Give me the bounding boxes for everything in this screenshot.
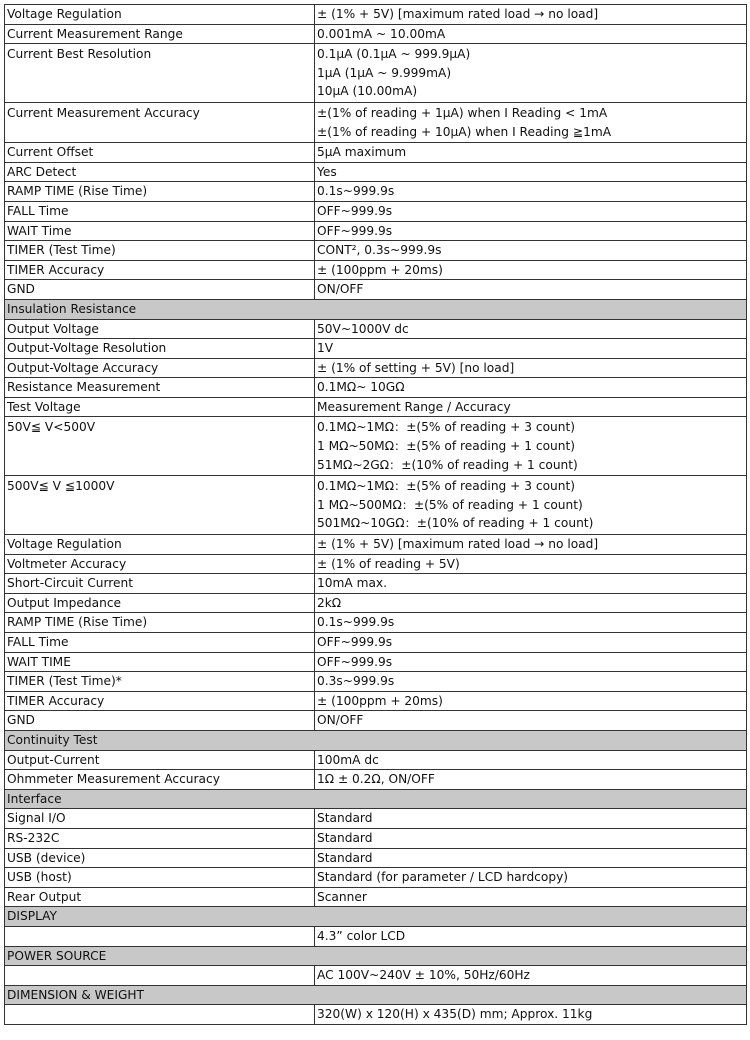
spec-value <box>315 535 747 555</box>
spec-row <box>5 887 747 907</box>
spec-value-line: 0.1MΩ~1MΩ：±(5% of reading + 3 count) <box>317 479 576 494</box>
spec-row <box>5 926 747 946</box>
spec-value <box>315 633 747 653</box>
spec-label <box>5 1005 315 1025</box>
spec-value <box>315 574 747 594</box>
spec-value-line: 0.1µA (0.1µA ~ 999.9µA) <box>317 47 471 62</box>
spec-label: Test Voltage <box>5 397 315 417</box>
spec-value-line: 1µA (1µA ~ 9.999mA) <box>317 65 452 80</box>
section-header-row <box>5 789 747 809</box>
spec-row <box>5 633 747 653</box>
spec-value <box>315 770 747 790</box>
spec-value <box>315 260 747 280</box>
spec-value-line: Measurement Range / Accuracy <box>317 399 511 414</box>
spec-value-line: OFF~999.9s <box>317 654 393 669</box>
spec-value-line: ± (1% of setting + 5V) [no load] <box>317 360 515 375</box>
spec-value-line: ± (100ppm + 20ms) <box>317 693 443 708</box>
spec-row <box>5 476 747 535</box>
spec-label: GND <box>5 711 315 731</box>
spec-value-line: 1 MΩ~50MΩ：±(5% of reading + 1 count) <box>317 439 576 454</box>
spec-row <box>5 319 747 339</box>
spec-value <box>315 828 747 848</box>
spec-row <box>5 809 747 829</box>
section-title: POWER SOURCE <box>5 946 747 966</box>
spec-value-line: 50V~1000V dc <box>317 321 409 336</box>
spec-value-line: 0.001mA ~ 10.00mA <box>317 26 446 41</box>
spec-label: Output-Current <box>5 750 315 770</box>
spec-label <box>5 966 315 986</box>
spec-value <box>315 221 747 241</box>
section-title: DIMENSION & WEIGHT <box>5 985 747 1005</box>
spec-value <box>315 926 747 946</box>
spec-value <box>315 848 747 868</box>
spec-label: USB (device) <box>5 848 315 868</box>
spec-row <box>5 848 747 868</box>
spec-value <box>315 554 747 574</box>
spec-row <box>5 417 747 476</box>
spec-row <box>5 966 747 986</box>
spec-value-line: OFF~999.9s <box>317 635 393 649</box>
spec-value <box>315 182 747 202</box>
spec-label: Output-Voltage Accuracy <box>5 358 315 378</box>
spec-value <box>315 24 747 44</box>
spec-value-line: Standard (for parameter / LCD hardcopy) <box>317 870 569 885</box>
spec-row <box>5 44 747 103</box>
spec-value <box>315 417 747 476</box>
spec-row <box>5 554 747 574</box>
section-header-row <box>5 730 747 750</box>
spec-label: Ohmmeter Measurement Accuracy <box>5 770 315 790</box>
spec-value-line: ± (1% of reading + 5V) <box>317 556 460 571</box>
spec-value-line: ON/OFF <box>317 713 364 728</box>
spec-row <box>5 397 747 417</box>
spec-value-line: ±(1% of reading + 10µA) when I Reading ≧1mA <box>317 124 612 139</box>
spec-label: Output Impedance <box>5 593 315 613</box>
spec-value-line: 1Ω ± 0.2Ω, ON/OFF <box>317 772 435 787</box>
spec-value-line: ± (100ppm + 20ms) <box>317 262 443 277</box>
section-header-row <box>5 907 747 927</box>
spec-value-line: 10µA (10.00mA) <box>317 84 418 99</box>
spec-value-line: 0.1s~999.9s <box>317 184 395 199</box>
spec-value-line: ± (1% + 5V) [maximum rated load → no load] <box>317 7 599 21</box>
spec-row <box>5 613 747 633</box>
spec-label: Output Voltage <box>5 319 315 339</box>
section-title: Continuity Test <box>5 730 747 750</box>
spec-value-line: 1V <box>317 341 334 356</box>
spec-label: RAMP TIME (Rise Time) <box>5 613 315 633</box>
section-title: DISPLAY <box>5 907 747 927</box>
spec-row <box>5 5 747 25</box>
spec-label: FALL Time <box>5 201 315 221</box>
spec-value-line: 0.1MΩ~1MΩ：±(5% of reading + 3 count) <box>317 420 576 435</box>
spec-label: Rear Output <box>5 887 315 907</box>
spec-row <box>5 280 747 300</box>
section-header-row <box>5 946 747 966</box>
spec-value-line: Yes <box>317 164 337 179</box>
spec-value-line: 0.1MΩ~ 10GΩ <box>317 380 405 395</box>
spec-label: TIMER Accuracy <box>5 260 315 280</box>
spec-label: Output-Voltage Resolution <box>5 339 315 359</box>
spec-label: Current Best Resolution <box>5 44 315 103</box>
spec-row <box>5 358 747 378</box>
spec-label: 500V≦ V ≦1000V <box>5 476 315 535</box>
spec-value-line: Standard <box>317 850 373 865</box>
spec-label: GND <box>5 280 315 300</box>
spec-value <box>315 868 747 888</box>
spec-value-line: 0.3s~999.9s <box>317 674 395 689</box>
spec-row <box>5 182 747 202</box>
spec-label: WAIT TIME <box>5 652 315 672</box>
spec-value <box>315 44 747 103</box>
spec-value <box>315 966 747 986</box>
spec-row <box>5 102 747 142</box>
spec-row <box>5 378 747 398</box>
spec-label: Resistance Measurement <box>5 378 315 398</box>
spec-label <box>5 926 315 946</box>
spec-label: 50V≦ V<500V <box>5 417 315 476</box>
spec-label: WAIT Time <box>5 221 315 241</box>
spec-value <box>315 691 747 711</box>
spec-value <box>315 358 747 378</box>
spec-value <box>315 750 747 770</box>
spec-label: TIMER Accuracy <box>5 691 315 711</box>
spec-row <box>5 770 747 790</box>
spec-value <box>315 241 747 261</box>
spec-value-line: 320(W) x 120(H) x 435(D) mm; Approx. 11kg <box>317 1007 593 1022</box>
spec-label: Signal I/O <box>5 809 315 829</box>
spec-label: Voltmeter Accuracy <box>5 554 315 574</box>
spec-value-line: 10mA max. <box>317 576 388 591</box>
spec-label: Current Measurement Range <box>5 24 315 44</box>
spec-value <box>315 1005 747 1025</box>
spec-value <box>315 397 747 417</box>
spec-row <box>5 1005 747 1025</box>
spec-value <box>315 593 747 613</box>
spec-table <box>4 4 747 1025</box>
spec-value-line: 1 MΩ~500MΩ：±(5% of reading + 1 count) <box>317 497 583 512</box>
spec-row <box>5 868 747 888</box>
spec-row <box>5 221 747 241</box>
section-header-row <box>5 985 747 1005</box>
spec-row <box>5 162 747 182</box>
spec-value <box>315 809 747 829</box>
spec-row <box>5 260 747 280</box>
spec-value <box>315 652 747 672</box>
spec-row <box>5 691 747 711</box>
spec-label: Voltage Regulation <box>5 5 315 25</box>
spec-value-line: Scanner <box>317 889 367 904</box>
spec-value-line: AC 100V~240V ± 10%, 50Hz/60Hz <box>317 968 530 983</box>
spec-value-line: 5µA maximum <box>317 145 407 160</box>
spec-row <box>5 241 747 261</box>
spec-row <box>5 672 747 692</box>
spec-row <box>5 143 747 163</box>
spec-value-line: Standard <box>317 811 373 826</box>
spec-value <box>315 613 747 633</box>
spec-label: RAMP TIME (Rise Time) <box>5 182 315 202</box>
spec-row <box>5 535 747 555</box>
spec-value <box>315 711 747 731</box>
spec-value-line: ON/OFF <box>317 282 364 297</box>
spec-label: TIMER (Test Time) <box>5 241 315 261</box>
spec-value <box>315 887 747 907</box>
spec-label: Voltage Regulation <box>5 535 315 555</box>
spec-value <box>315 102 747 142</box>
spec-value <box>315 5 747 25</box>
spec-value <box>315 143 747 163</box>
spec-label: FALL Time <box>5 633 315 653</box>
spec-value <box>315 476 747 535</box>
spec-value-line: 100mA dc <box>317 752 379 767</box>
spec-row <box>5 711 747 731</box>
spec-value-line: 501MΩ~10GΩ：±(10% of reading + 1 count) <box>317 516 594 531</box>
spec-label: ARC Detect <box>5 162 315 182</box>
spec-label: Current Measurement Accuracy <box>5 102 315 142</box>
spec-label: TIMER (Test Time)* <box>5 672 315 692</box>
spec-row <box>5 201 747 221</box>
spec-value <box>315 378 747 398</box>
spec-value-line: OFF~999.9s <box>317 223 393 238</box>
spec-value-line: Standard <box>317 830 373 845</box>
spec-value-line: 4.3” color LCD <box>317 928 406 943</box>
spec-row <box>5 574 747 594</box>
section-title: Interface <box>5 789 747 809</box>
section-header-row <box>5 299 747 319</box>
spec-value <box>315 201 747 221</box>
spec-value <box>315 280 747 300</box>
spec-value <box>315 339 747 359</box>
spec-value-line: 2kΩ <box>317 595 342 610</box>
spec-value-line: 0.1s~999.9s <box>317 615 395 630</box>
section-title: Insulation Resistance <box>5 299 747 319</box>
spec-value-line: ± (1% + 5V) [maximum rated load → no load] <box>317 537 599 552</box>
spec-label: RS-232C <box>5 828 315 848</box>
spec-row <box>5 593 747 613</box>
spec-label: Current Offset <box>5 143 315 163</box>
spec-row <box>5 652 747 672</box>
spec-value <box>315 162 747 182</box>
spec-value-line: ±(1% of reading + 1µA) when I Reading < 1mA <box>317 105 608 120</box>
spec-value <box>315 672 747 692</box>
spec-row <box>5 24 747 44</box>
spec-table-body <box>5 5 747 1025</box>
spec-row <box>5 339 747 359</box>
spec-label: Short-Circuit Current <box>5 574 315 594</box>
spec-row <box>5 750 747 770</box>
spec-value-line: OFF~999.9s <box>317 203 393 218</box>
spec-row <box>5 828 747 848</box>
spec-value-line: 51MΩ~2GΩ：±(10% of reading + 1 count) <box>317 457 578 472</box>
spec-label: USB (host) <box>5 868 315 888</box>
spec-value <box>315 319 747 339</box>
spec-value-line: CONT², 0.3s~999.9s <box>317 243 442 258</box>
